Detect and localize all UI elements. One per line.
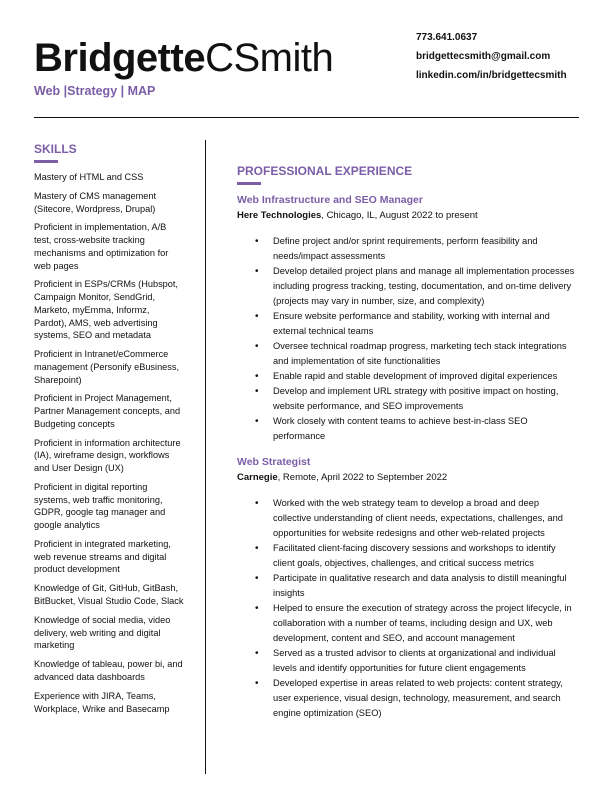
name-first: Bridgette [34,36,206,80]
job-bullet: • Enable rapid and stable development of improved digital experiences [273,369,577,384]
job-bullets [237,234,577,444]
skill-item: Proficient in Intranet/eCommerce management (Personify eBusiness, Sharepoint) [34,349,180,385]
skill-item: Proficient in Project Management, Partner Management concepts, and Budgeting concepts [34,393,181,429]
skill-item: Knowledge of tableau, power bi, and advanced data dashboards [34,659,183,682]
skill-item: Proficient in ESPs/CRMs (Hubspot, Campaign Monitor, SendGrid, Marketo, myEmma, Informz, Pardot), AMS, web advertising systems, SEO and metadata [34,279,178,341]
job-title: Web Infrastructure and SEO Manager [237,194,423,206]
job-company-line [237,471,577,484]
skills-title-bar [34,160,58,163]
skill-item: Experience with JIRA, Teams, Workplace, Wrike and Basecamp [34,690,170,714]
experience-title-bar [237,182,261,185]
tagline: Web |Strategy | MAP [34,84,156,98]
job-bullet: • Work closely with content teams to achieve best-in-class SEO performance [273,414,577,444]
contact-block [416,28,567,85]
job-company-line [237,209,577,222]
skill-item: Knowledge of Git, GitHub, GitBash, BitBucket, Visual Studio Code, Slack [34,583,184,607]
skill-item: Knowledge of social media, video delivery, web writing and digital marketing [34,614,171,651]
job-title: Web Strategist [237,456,311,468]
skills-title: SKILLS [34,142,77,156]
job-bullet: • Worked with the web strategy team to develop a broad and deep collective understanding of client needs, expectations, challenges, and opportunities for website redesigns and other web-related projects [273,496,577,541]
job-company: Here Technologies [237,210,322,221]
job-bullet: • Develop and implement URL strategy with positive impact on hosting, website performance, and SEO improvements [273,384,577,414]
job-bullet: • Facilitated client-facing discovery sessions and workshops to identify client goals, objectives, challenges, and critical success metrics [273,541,577,571]
contact-phone: 773.641.0637 [416,32,478,43]
candidate-name [34,34,333,82]
job-details: , Chicago, IL, August 2022 to present [321,210,478,221]
job-bullet: • Oversee technical roadmap progress, marketing tech stack integrations and implementation of site functionalities [273,339,577,369]
skill-item: Proficient in information architecture (IA), wireframe design, workflows and User Design (UX) [34,437,181,474]
job-bullets [237,496,577,721]
job-company: Carnegie [237,472,278,483]
job-entry [237,194,577,444]
skill-item: Proficient in implementation, A/B test, cross-website tracking mechanisms and optimization for web pages [34,222,169,271]
experience-title: PROFESSIONAL EXPERIENCE [237,164,413,178]
job-details: , Remote, April 2022 to September 2022 [277,472,448,483]
job-bullet: • Develop detailed project plans and manage all implementation processes including progress tracking, testing, documentation, and on-time delivery (projects may vary in number, size, and complexity) [273,264,577,309]
experience-section [237,164,577,721]
job-bullet: • Ensure website performance and stability, working with internal and external technical teams [273,309,577,339]
name-rest: CSmith [205,36,334,80]
contact-email: bridgettecsmith@gmail.com [416,51,551,62]
job-bullet: • Developed expertise in areas related to web projects: content strategy, user experience, visual design, technology, measurement, and search engine optimization (SEO) [273,676,577,721]
skills-section [34,142,184,721]
job-entry [237,456,577,721]
skill-item: Proficient in integrated marketing, web revenue streams and digital product development [34,539,171,575]
skill-item: Proficient in digital reporting systems, web traffic monitoring, GDPR, google tag manager and google analytics [34,482,166,531]
job-bullet: • Participate in qualitative research and data analysis to distill meaningful insights [273,571,577,601]
job-bullet: • Helped to ensure the execution of strategy across the project lifecycle, in collaboration with a number of teams, including design and UX, web development, content and SEO, and account management [273,601,577,646]
skill-item: Mastery of HTML and CSS [34,172,144,182]
skill-item: Mastery of CMS management (Sitecore, Wordpress, Drupal) [34,190,157,214]
column-divider [205,140,206,774]
job-bullet: • Served as a trusted advisor to clients at organizational and individual levels and identify opportunities for future client engagements [273,646,577,676]
header-divider [34,117,579,118]
job-gap [237,444,577,456]
skills-list [34,171,184,715]
contact-linkedin: linkedin.com/in/bridgettecsmith [416,70,567,81]
job-bullet: • Define project and/or sprint requirements, perform feasibility and needs/impact assessments [273,234,577,264]
